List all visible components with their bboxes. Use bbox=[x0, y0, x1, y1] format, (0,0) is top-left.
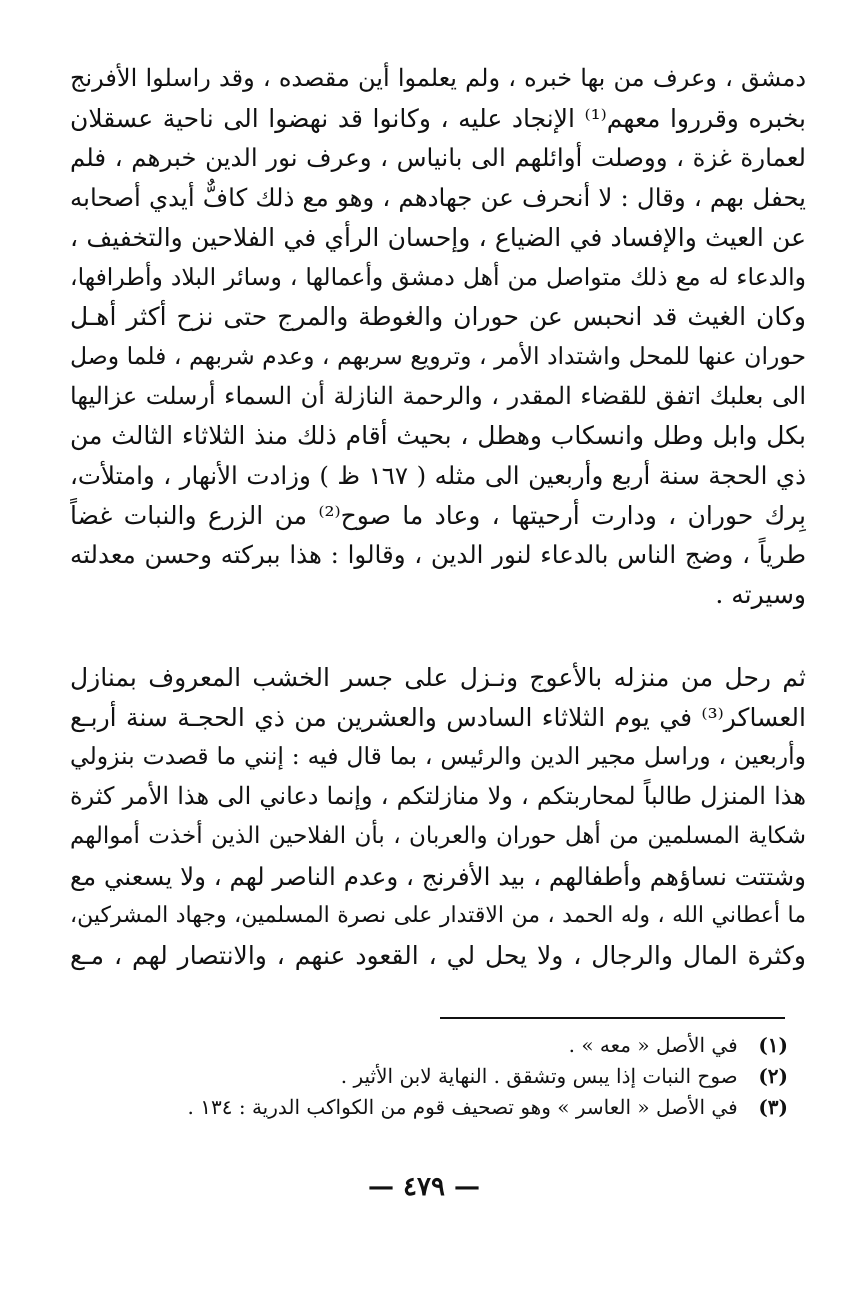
footnote-number: (٣) bbox=[758, 1095, 788, 1119]
footnote-1 bbox=[70, 1030, 788, 1061]
text-line: حوران عنها للمحل واشتداد الأمر ، وترويع سربهم ، وعدم شربهم ، فلما وصل bbox=[70, 341, 806, 370]
text-line: العساكر⁽³⁾ في يوم الثلاثاء السادس والعشرين من ذي الحجـة سنة أربـع bbox=[70, 702, 806, 732]
footnote-number: (٢) bbox=[758, 1064, 788, 1088]
text-line: الى بعلبك اتفق للقضاء المقدر ، والرحمة النازلة أن السماء أرسلت عزاليها bbox=[70, 381, 806, 410]
text-line: شكاية المسلمين من أهل حوران والعربان ، بأن الفلاحين الذين أخذت أموالهم bbox=[70, 822, 806, 849]
text-line: وكثرة المال والرجال ، ولا يحل لي ، القعود عنهم ، والانتصار لهم ، مـع bbox=[70, 940, 806, 970]
text-line: وشتتت نساؤهم وأطفالهم ، بيد الأفرنج ، وعدم الناصر لهم ، ولا يسعني مع bbox=[70, 861, 806, 891]
text-line: طرياً ، وضج الناس بالدعاء لنور الدين ، وقالوا : هذا ببركته وحسن معدلته bbox=[70, 540, 806, 570]
text-line: يحفل بهم ، وقال : لا أنحرف عن جهادهم ، وهو مع ذلك كافٌّ أيدي أصحابه bbox=[70, 183, 806, 213]
text-line: ثم رحل من منزله بالأعوج ونـزل على جسر الخشب المعروف بمنازل bbox=[70, 663, 806, 692]
text-line: والدعاء له مع ذلك متواصل من أهل دمشق وأعمالها ، وسائر البلاد وأطرافها، bbox=[70, 262, 806, 291]
page-number: — ٤٧٩ — bbox=[367, 1172, 481, 1202]
text-line: وأربعين ، وراسل مجير الدين والرئيس ، بما قال فيه : إنني ما قصدت بنزولي bbox=[70, 742, 806, 771]
footnote-3 bbox=[70, 1092, 788, 1123]
text-line: عن العيث والإفساد في الضياع ، وإحسان الرأي في الفلاحين والتخفيف ، bbox=[70, 222, 806, 252]
text-line: بخبره وقرروا معهم⁽¹⁾ الإنجاد عليه ، وكانوا قد نهضوا الى ناحية عسقلان bbox=[70, 103, 806, 133]
text-line: لعمارة غزة ، ووصلت أوائلهم الى بانياس ، وعرف نور الدين خبرهم ، فلم bbox=[70, 143, 806, 173]
footnote-number: (١) bbox=[758, 1033, 788, 1057]
main-paragraph-2 bbox=[70, 658, 806, 976]
text-line: وسيرته . bbox=[715, 580, 806, 610]
footnote-text: في الأصل « العاسر » وهو تصحيف قوم من الكواكب الدرية : ١٣٤ . bbox=[187, 1095, 738, 1119]
footnote-text: صوح النبات إذا يبس وتشقق . النهاية لابن الأثير . bbox=[340, 1064, 738, 1088]
footnote-text: في الأصل « معه » . bbox=[568, 1033, 738, 1057]
text-line: دمشق ، وعرف من بها خبره ، ولم يعلموا أين مقصده ، وقد راسلوا الأفرنج bbox=[70, 64, 806, 92]
text-line: ذي الحجة سنة أربع وأربعين الى مثله ( ١٦٧ ظ ) وزادت الأنهار ، وامتلأت، bbox=[70, 461, 806, 491]
text-line: ما أعطاني الله ، وله الحمد ، من الاقتدار على نصرة المسلمين، وجهاد المشركين، bbox=[70, 903, 806, 929]
footnote-2 bbox=[70, 1061, 788, 1092]
text-line: بِرك حوران ، ودارت أرحيتها ، وعاد ما صوح⁽²⁾ من الزرع والنبات غضاً bbox=[70, 500, 806, 530]
text-line: وكان الغيث قد انحبس عن حوران والغوطة والمرج حتى نزح أكثر أهـل bbox=[70, 302, 806, 332]
text-line: هذا المنزل طالباً لمحاربتكم ، ولا منازلتكم ، وإنما دعاني الى هذا الأمر كثرة bbox=[70, 782, 806, 811]
footnotes bbox=[70, 1030, 788, 1123]
text-line: بكل وابل وطل وانسكاب وهطل ، بحيث أقام ذلك منذ الثلاثاء الثالث من bbox=[70, 421, 806, 451]
footnote-divider bbox=[440, 1017, 785, 1019]
main-paragraph-1 bbox=[70, 59, 806, 615]
